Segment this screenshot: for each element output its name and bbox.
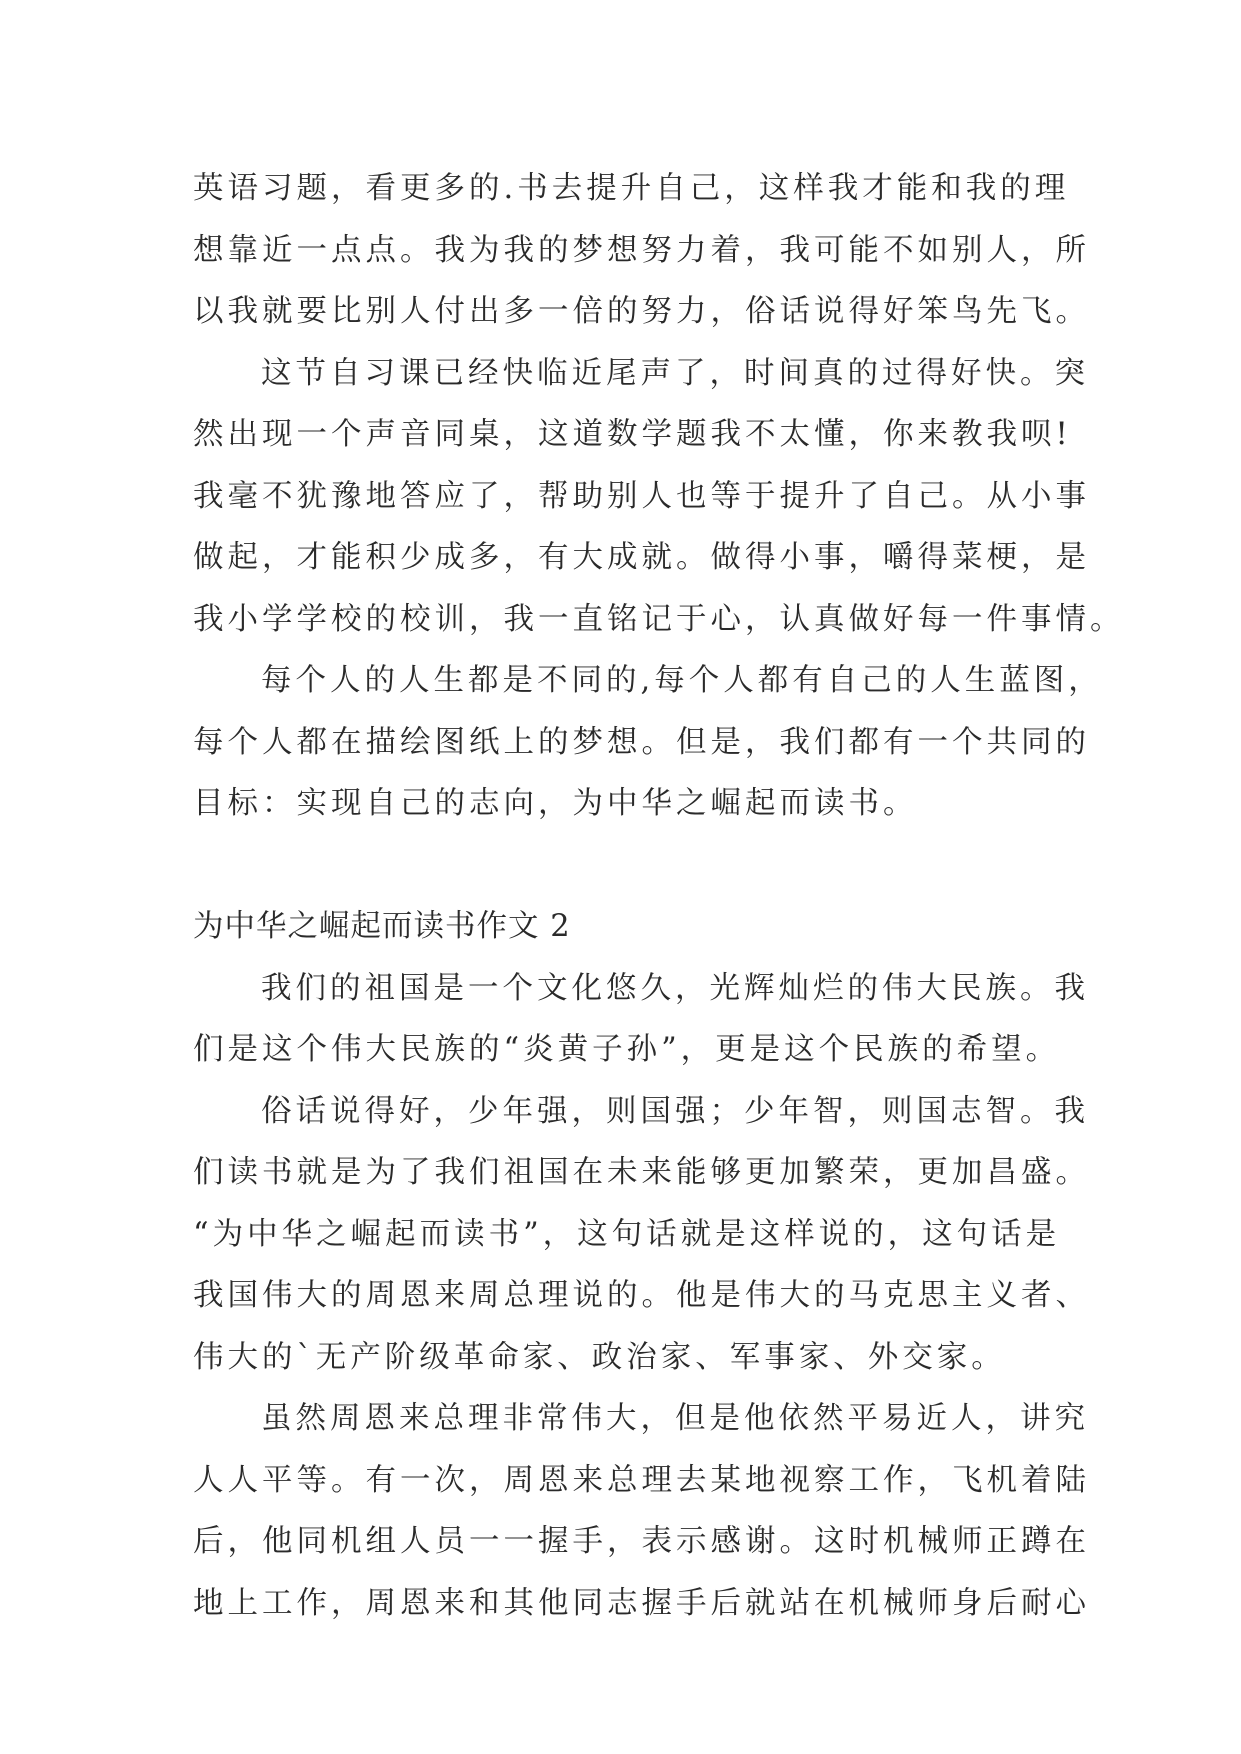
text-line: 伟大的`无产阶级革命家、政治家、军事家、外交家。	[193, 1339, 1006, 1375]
text-line: 做起，才能积少成多，有大成就。做得小事，嚼得菜梗，是	[193, 540, 1090, 575]
text-line: 想靠近一点点。我为我的梦想努力着，我可能不如别人，所	[193, 232, 1090, 268]
text-line: 地上工作，周恩来和其他同志握手后就站在机械师身后耐心	[193, 1585, 1090, 1621]
text-line: 后，他同机组人员一一握手，表示感谢。这时机械师正蹲在	[193, 1524, 1090, 1559]
text-line: 俗话说得好，少年强，则国强；少年智，则国志智。我	[261, 1093, 1089, 1129]
text-line: 每个人的人生都是不同的,每个人都有自己的人生蓝图，	[261, 663, 1103, 698]
text-line: 人人平等。有一次，周恩来总理去某地视察工作，飞机着陆	[193, 1462, 1090, 1498]
document-body	[193, 158, 1125, 1634]
text-line: 们读书就是为了我们祖国在未来能够更加繁荣，更加昌盛。	[193, 1155, 1090, 1190]
text-line: 这节自习课已经快临近尾声了，时间真的过得好快。突	[261, 355, 1089, 391]
text-line: 我小学学校的校训，我一直铭记于心，认真做好每一件事情。	[193, 601, 1125, 637]
paragraph-gap	[193, 835, 1053, 897]
text-line: 目标：实现自己的志向，为中华之崛起而读书。	[193, 786, 918, 821]
text-line: 我们的祖国是一个文化悠久，光辉灿烂的伟大民族。我	[261, 970, 1089, 1006]
section-heading: 为中华之崛起而读书作文 2	[193, 909, 571, 944]
text-line: 然出现一个声音同桌，这道数学题我不太懂，你来教我呗!	[193, 417, 1072, 452]
text-line: “为中华之崛起而读书”，这句话就是这样说的，这句话是	[193, 1216, 1061, 1252]
text-line: 虽然周恩来总理非常伟大，但是他依然平易近人，讲究	[261, 1401, 1089, 1436]
text-line: 英语习题，看更多的.书去提升自己，这样我才能和我的理	[193, 171, 1070, 206]
text-line: 们是这个伟大民族的“炎黄子孙”，更是这个民族的希望。	[193, 1032, 1061, 1067]
text-line: 每个人都在描绘图纸上的梦想。但是，我们都有一个共同的	[193, 724, 1090, 760]
text-line: 我国伟大的周恩来周总理说的。他是伟大的马克思主义者、	[193, 1278, 1090, 1313]
text-line: 我毫不犹豫地答应了，帮助别人也等于提升了自己。从小事	[193, 478, 1090, 514]
text-line: 以我就要比别人付出多一倍的努力，俗话说得好笨鸟先飞。	[193, 294, 1090, 329]
